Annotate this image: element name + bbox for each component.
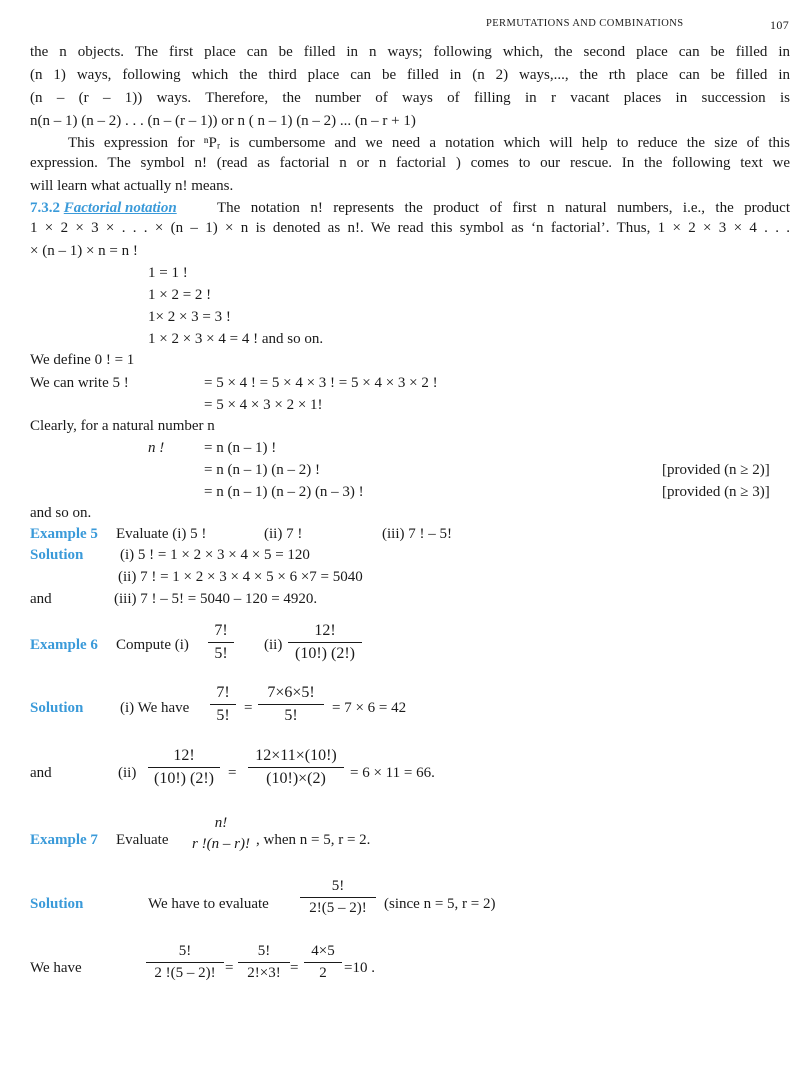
section-heading [30,197,177,220]
section-line1: The notation n! represents the product of first n natural numbers, i.e., the product [217,200,790,216]
fraction-denominator: 5! [208,642,234,663]
factorial-item-1: 1 = 1 ! [148,265,188,281]
fraction-denominator: (10!) (2!) [288,642,362,663]
solution5-and: and [30,591,52,607]
example6-text: Compute (i) [116,637,189,653]
fraction-numerator: 12! [173,747,195,764]
fraction-numerator: n! [214,815,228,831]
solution6-fraction-a [210,684,236,725]
example5-text: Evaluate (i) 5 ! [116,526,207,542]
para1-line4: n(n – 1) (n – 2) . . . (n – (r – 1)) or n ( n – 1) (n – 2) ... (n – r + 1) [30,113,416,129]
solution6-i: (i) We have [120,700,190,716]
equals-sign: = [244,700,253,716]
fraction-denominator: (10!)×(2) [248,767,344,788]
section-line3: × (n – 1) × n = n ! [30,243,138,259]
fraction-denominator: (10!) (2!) [148,767,220,788]
solution6-fraction-c [148,747,220,788]
fraction-numerator: 7! [214,622,228,639]
equals-sign: = [290,960,299,976]
final-fraction-c [304,943,342,982]
example7-tag: Example 7 [30,832,98,848]
fraction-denominator: 2!(5 – 2)! [300,897,376,917]
section-title: Factorial notation [63,200,177,216]
solution5-tag: Solution [30,547,84,563]
factorial-item-2: 1 × 2 = 2 ! [148,287,212,303]
final-fraction-a [146,943,224,982]
para1-line1: the n objects. The first place can be filled in n ways; following which, the second place can be filled in [30,44,790,60]
solution6-and: and [30,765,52,781]
solution6-result2: = 6 × 11 = 66. [350,765,435,781]
solution6-ii: (ii) [118,765,137,781]
para2-line1: This expression for ⁿPᵣ is cumbersome and we need a notation which will help to reduce the size of this [68,135,790,151]
fraction-numerator: 4×5 [311,943,335,959]
solution6-result1: = 7 × 6 = 42 [332,700,407,716]
final-label: We have [30,960,82,976]
para1-line3: (n – (r – 1)) ways. Therefore, the number of ways of filling in r vacant places in succession is [30,90,790,106]
factorial-item-4: 1 × 2 × 3 × 4 = 4 ! and so on. [148,331,324,347]
page-number: 107 [770,18,790,32]
write-line1: = 5 × 4 ! = 5 × 4 × 3 ! = 5 × 4 × 3 × 2 ! [204,375,438,391]
fraction-denominator: 2!×3! [238,962,290,982]
provided-n2: [provided (n ≥ 2)] [662,462,770,478]
solution6-fraction-d [248,747,344,788]
solution7-tag: Solution [30,896,84,912]
example6-fraction-1 [208,622,234,663]
solution6-fraction-b [258,684,324,725]
example6-label [30,634,98,657]
final-fraction-b [238,943,290,982]
write-line2: = 5 × 4 × 3 × 2 × 1! [204,397,323,413]
example7-label [30,829,98,852]
solution5-ii: (ii) 7 ! = 1 × 2 × 3 × 4 × 5 × 6 ×7 = 5040 [118,569,363,585]
fraction-numerator: 12! [314,622,336,639]
fraction-denominator: 5! [258,704,324,725]
example5-ii: (ii) 7 ! [264,526,303,542]
fraction-numerator: 5! [178,943,192,959]
equals-sign: = [228,765,237,781]
para1-line2: (n 1) ways, following which the third place can be filled in (n 2) ways,..., the rth place can be filled in [30,67,790,83]
example6-tag: Example 6 [30,637,98,653]
fraction-denominator: 2 [304,962,342,982]
para2-line2: expression. The symbol n! (read as factorial n or n factorial ) comes to our rescue. In the following text we [30,155,790,171]
example7-text: Evaluate [116,832,169,848]
fraction-denominator: r !(n – r)! [192,836,250,852]
write-label: We can write 5 ! [30,375,129,391]
solution6-tag: Solution [30,700,84,716]
solution6-label [30,697,83,720]
solution5-label [30,544,83,567]
example6-ii: (ii) [264,637,283,653]
fraction-numerator: 5! [331,878,345,894]
solution5-i: (i) 5 ! = 1 × 2 × 3 × 4 × 5 = 120 [120,547,310,563]
example5-tag: Example 5 [30,526,98,542]
fraction-denominator: 5! [210,704,236,725]
fraction-numerator: 7! [216,684,230,701]
example5-label [30,523,98,546]
fraction-numerator: 7×6×5! [267,684,315,701]
final-result: =10 . [344,960,375,976]
solution5-iii: (iii) 7 ! – 5! = 5040 – 120 = 4920. [114,591,318,607]
factorial-item-3: 1× 2 × 3 = 3 ! [148,309,231,325]
solution7-label [30,893,83,916]
section-number: 7.3.2 [30,200,60,216]
example7-after: , when n = 5, r = 2. [256,832,371,848]
section-line2: 1 × 2 × 3 × . . . × (n – 1) × n is denoted as n!. We read this symbol as ‘n factorial’. Thus, 1 × 2 × 3 × 4 . . . [30,220,790,236]
nfact-line2: = n (n – 1) (n – 2) ! [204,462,320,478]
fraction-numerator: 12×11×(10!) [255,747,337,764]
equals-sign: = [225,960,234,976]
solution7-text: We have to evaluate [148,896,269,912]
and-so-on: and so on. [30,505,92,521]
example7-fraction [184,815,258,853]
fraction-denominator: 2 !(5 – 2)! [146,962,224,982]
define-zero: We define 0 ! = 1 [30,352,135,368]
solution7-fraction [300,878,376,917]
example6-fraction-2 [288,622,362,663]
running-header: PERMUTATIONS AND COMBINATIONS [486,18,684,29]
solution7-after: (since n = 5, r = 2) [384,896,496,912]
nfact-lhs: n ! [148,440,165,456]
para2-line3: will learn what actually n! means. [30,178,234,194]
clearly-text: Clearly, for a natural number n [30,418,215,434]
nfact-line1: = n (n – 1) ! [204,440,277,456]
example5-iii: (iii) 7 ! – 5! [382,526,452,542]
provided-n3: [provided (n ≥ 3)] [662,484,770,500]
fraction-numerator: 5! [257,943,271,959]
nfact-line3: = n (n – 1) (n – 2) (n – 3) ! [204,484,364,500]
